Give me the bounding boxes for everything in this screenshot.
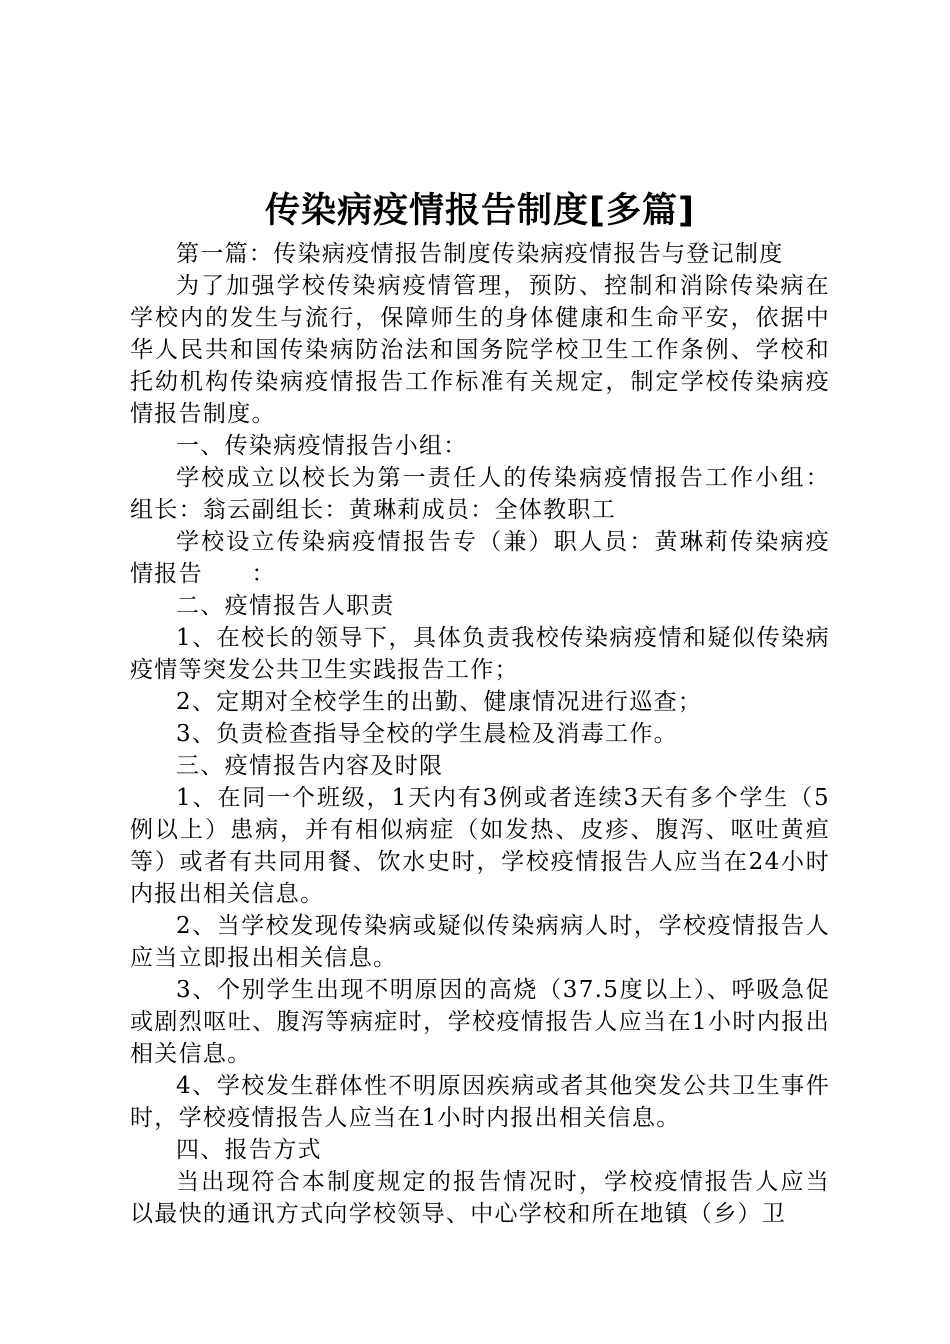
report-item-4: 4、学校发生群体性不明原因疾病或者其他突发公共卫生事件时，学校疫情报告人应当在1小时内报出相关信息。 xyxy=(130,1073,830,1131)
report-item-3: 3、个别学生出现不明原因的高烧（37.5度以上）、呼吸急促或剧烈呕吐、腹泻等病症时，学校疫情报告人应当在1小时内报出相关信息。 xyxy=(130,977,830,1067)
duty-item-2: 2、定期对全校学生的出勤、健康情况进行巡查； xyxy=(176,689,703,715)
section-heading-3: 三、疫情报告内容及时限 xyxy=(176,753,444,779)
report-item-1: 1、在同一个班级，1天内有3例或者连续3天有多个学生（5例以上）患病，并有相似病症（如发热、皮疹、腹泻、呕吐黄疸等）或者有共同用餐、饮水史时，学校疫情报告人应当在24小时内报出相关信息。 xyxy=(130,785,830,907)
duty-item-1: 1、在校长的领导下，具体负责我校传染病疫情和疑似传染病疫情等突发公共卫生实践报告工作； xyxy=(130,625,830,683)
paragraph-heading-part-one: 第一篇：传染病疫情报告制度传染病疫情报告与登记制度 xyxy=(176,241,784,267)
document-title: 传染病疫情报告制度[多篇] xyxy=(265,191,695,231)
report-item-2: 2、当学校发现传染病或疑似传染病病人时，学校疫情报告人应当立即报出相关信息。 xyxy=(130,913,830,971)
paragraph-purpose: 为了加强学校传染病疫情管理，预防、控制和消除传染病在学校内的发生与流行，保障师生的身体健康和生命平安，依据中华人民共和国传染病防治法和国务院学校卫生工作条例、学校和托幼机构传染病疫情报告工作标准有关规定，制定学校传染病疫情报告制度。 xyxy=(130,273,830,427)
paragraph-team: 学校成立以校长为第一责任人的传染病疫情报告工作小组：组长：翁云副组长：黄琳莉成员：全体教职工 xyxy=(130,465,830,523)
paragraph-report-method: 当出现符合本制度规定的报告情况时，学校疫情报告人应当以最快的通讯方式向学校领导、中心学校和所在地镇（乡）卫 xyxy=(130,1169,830,1227)
document-page xyxy=(130,184,830,1230)
section-heading-1: 一、传染病疫情报告小组： xyxy=(176,433,468,459)
duty-item-3: 3、负责检查指导全校的学生晨检及消毒工作。 xyxy=(176,721,678,747)
section-heading-4: 四、报告方式 xyxy=(176,1137,322,1163)
section-heading-2: 二、疫情报告人职责 xyxy=(176,593,395,619)
paragraph-staff: 学校设立传染病疫情报告专（兼）职人员：黄琳莉传染病疫情报告 ： xyxy=(130,529,830,587)
